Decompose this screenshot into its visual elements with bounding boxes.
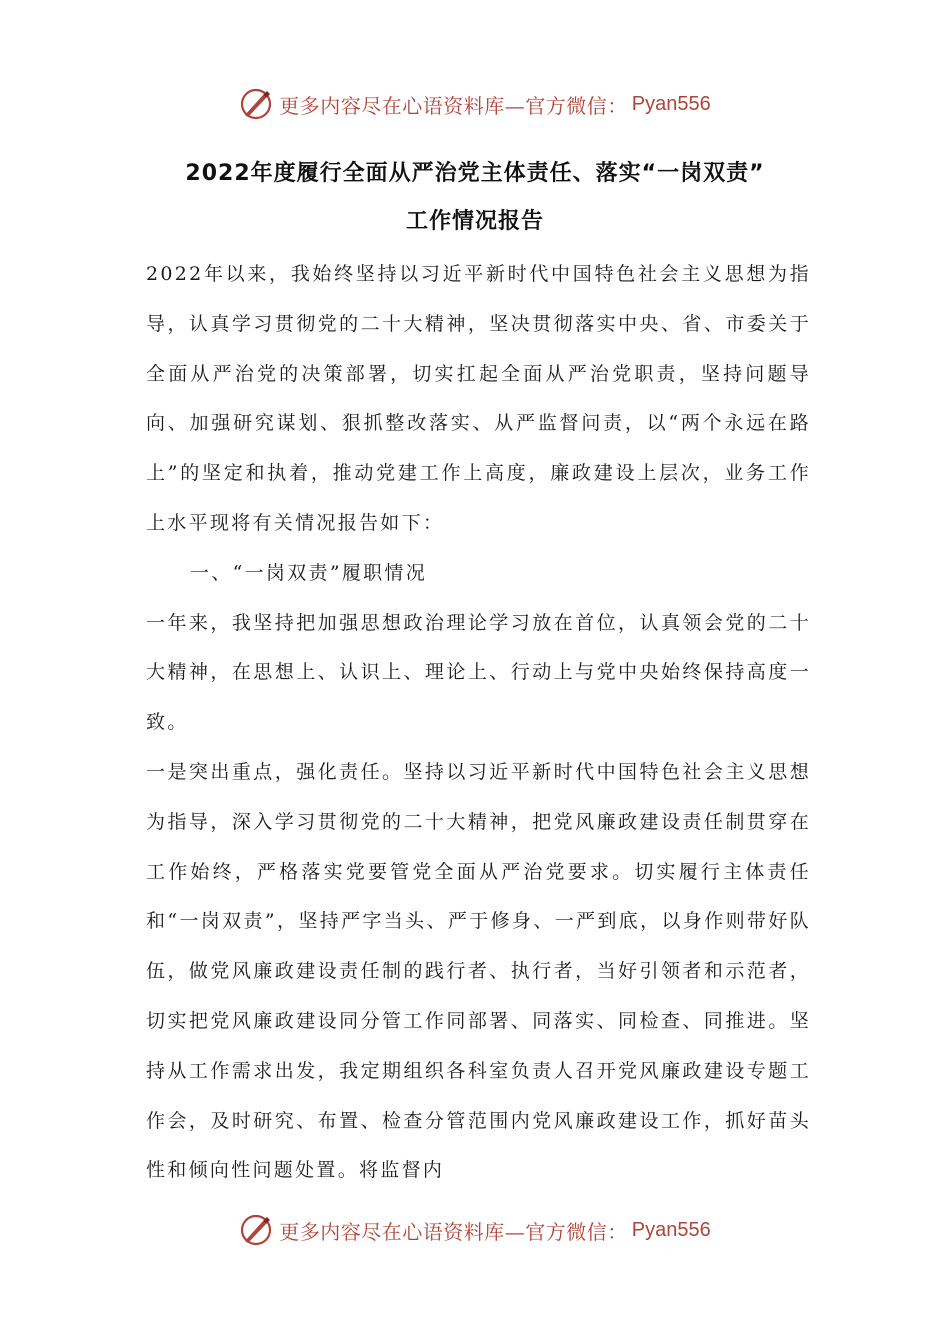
document-title-line-2: 工作情况报告	[405, 209, 544, 234]
section-heading-1: 一、“一岗双责”履职情况	[190, 561, 428, 584]
pen-logo-icon	[239, 1213, 273, 1247]
banner-text: 更多内容尽在心语资料库—官方微信：	[279, 93, 628, 118]
banner-wechat-id: Pyan556	[631, 1218, 711, 1241]
paragraph-intro: 2022年以来，我始终坚持以习近平新时代中国特色社会主义思想为指导，认真学习贯彻党的二十大精神，坚决贯彻落实中央、省、市委关于全面从严治党的决策部署，切实扛起全面从严治党职责，坚持问题导向、加强研究谋划、狠抓整改落实、从严监督问责，以“两个永远在路上”的坚定和执着，推动党建工作上高度，廉政建设上层次，业务工作上水平现将有关情况报告如下：	[146, 263, 811, 534]
banner-wechat-id: Pyan556	[631, 92, 711, 115]
header-banner	[0, 82, 950, 126]
footer-banner	[0, 1208, 950, 1252]
pen-logo-icon	[239, 87, 273, 121]
paragraph-focus: 一是突出重点，强化责任。坚持以习近平新时代中国特色社会主义思想为指导，深入学习贯彻党的二十大精神，把党风廉政建设责任制贯穿在工作始终，严格落实党要管党全面从严治党要求。切实履行主体责任和“一岗双责”，坚持严字当头、严于修身、一严到底，以身作则带好队伍，做党风廉政建设责任制的践行者、执行者，当好引领者和示范者，切实把党风廉政建设同分管工作同部署、同落实、同检查、同推进。坚持从工作需求出发，我定期组织各科室负责人召开党风廉政建设专题工作会，及时研究、布置、检查分管范围内党风廉政建设工作，抓好苗头性和倾向性问题处置。将监督内	[146, 760, 811, 1182]
banner-text: 更多内容尽在心语资料库—官方微信：	[279, 1219, 628, 1244]
document-title-line-1: 2022年度履行全面从严治党主体责任、落实“一岗双责”	[185, 161, 765, 186]
paragraph-study: 一年来，我坚持把加强思想政治理论学习放在首位，认真领会党的二十大精神，在思想上、认识上、理论上、行动上与党中央始终保持高度一致。	[146, 611, 811, 734]
document-body	[146, 250, 811, 1196]
